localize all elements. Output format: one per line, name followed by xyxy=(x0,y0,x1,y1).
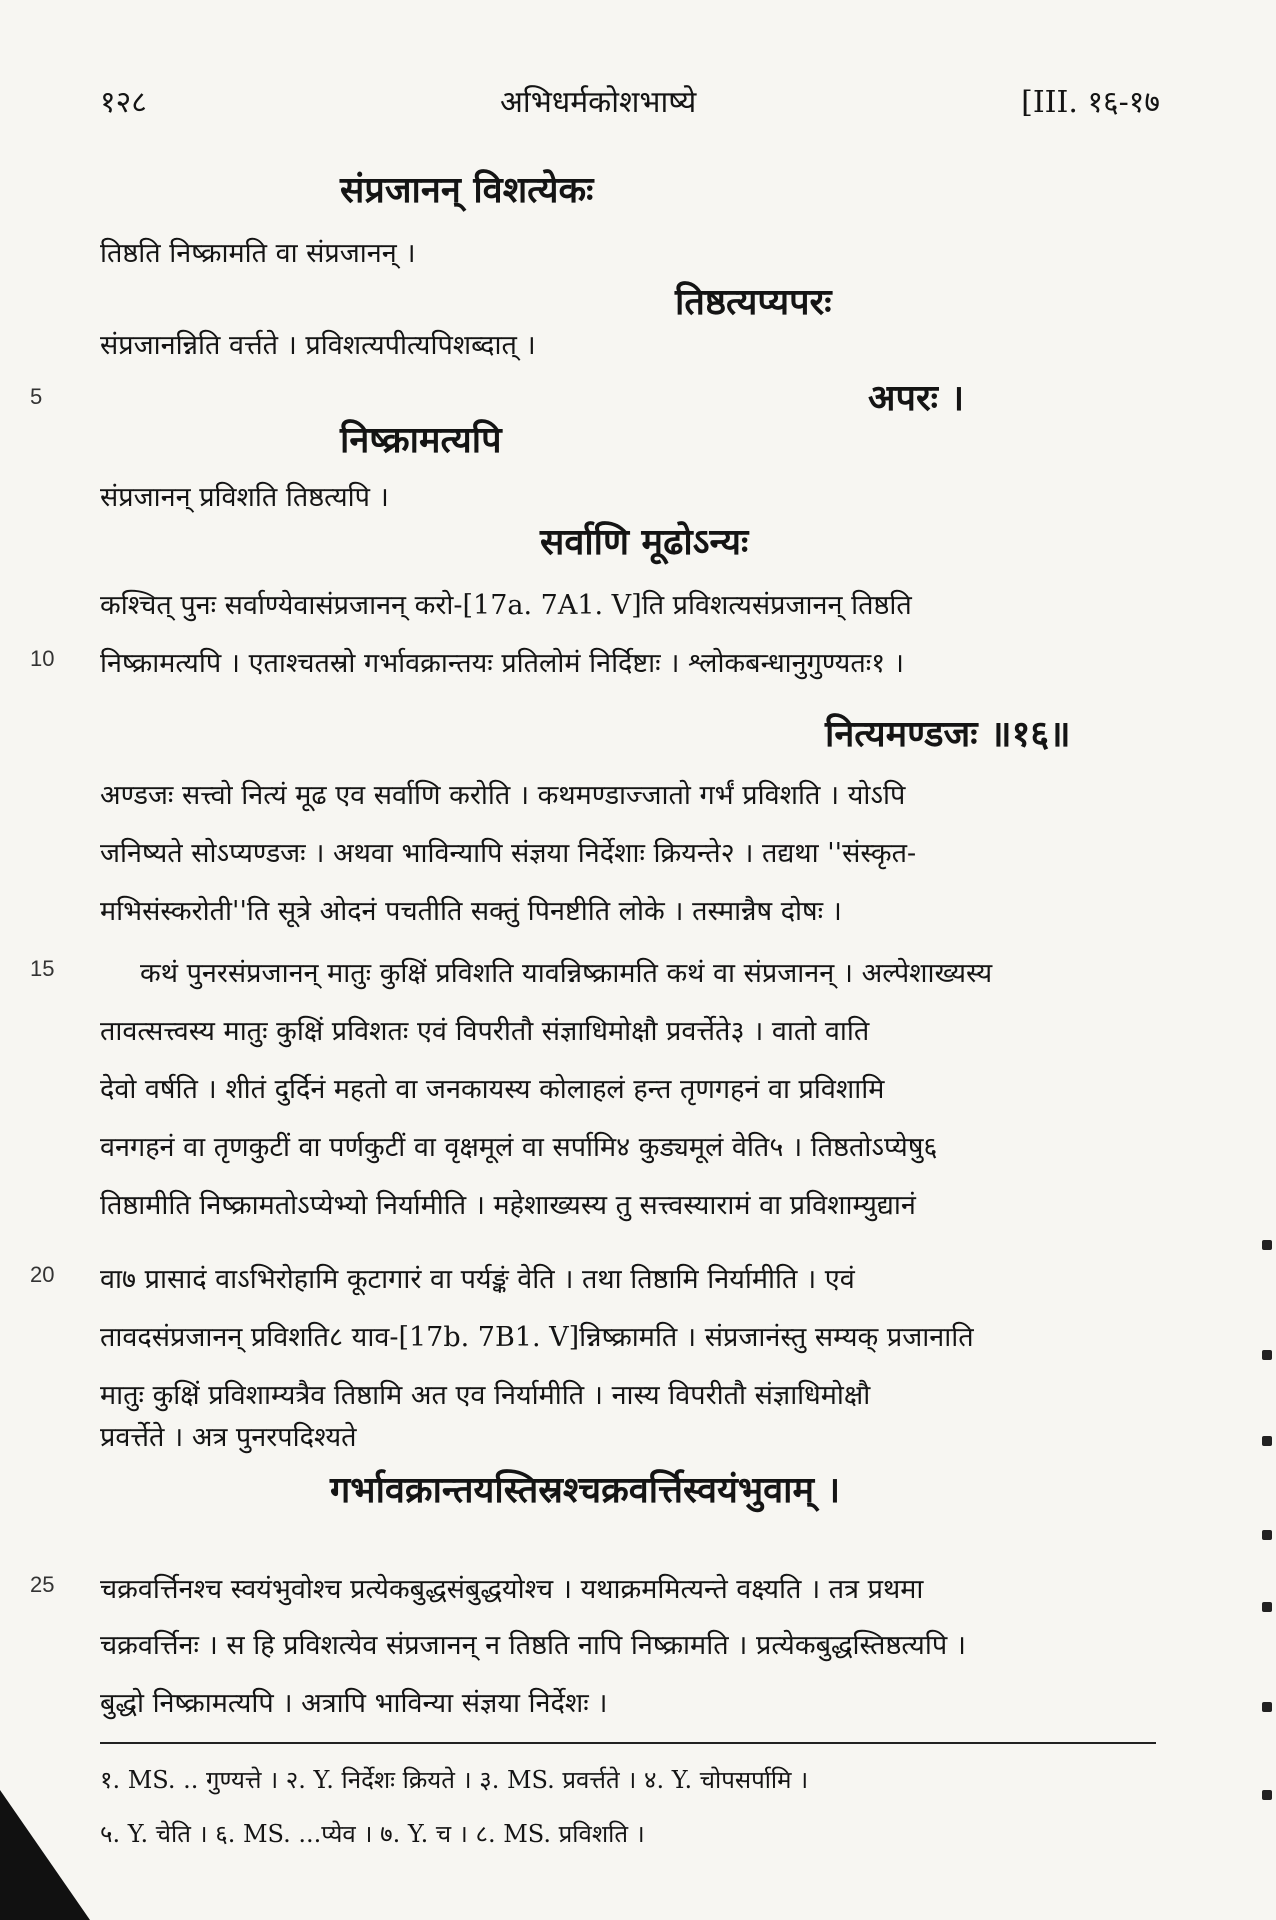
commentary-line: तिष्ठति निष्क्रामति वा संप्रजानन् । xyxy=(100,238,416,269)
scan-mark xyxy=(1262,1702,1272,1712)
commentary-line: कश्चित् पुनः सर्वाण्येवासंप्रजानन् करो-[17a. 7A1. V]ति प्रविशत्यसंप्रजानन् तिष्ठति xyxy=(100,590,912,621)
commentary-line: अण्डजः सत्त्वो नित्यं मूढ एव सर्वाणि करोति । कथमण्डाज्जातो गर्भं प्रविशति । योऽपि xyxy=(100,780,906,811)
running-header xyxy=(100,80,1160,128)
commentary-line: बुद्धो निष्क्रामत्यपि । अत्रापि भाविन्या संज्ञया निर्देशः । xyxy=(100,1688,608,1719)
commentary-line: देवो वर्षति । शीतं दुर्दिनं महतो वा जनकायस्य कोलाहलं हन्त तृणगहनं वा प्रविशामि xyxy=(100,1074,885,1105)
commentary-line: तावदसंप्रजानन् प्रविशति८ याव-[17b. 7B1. V]न्निष्क्रामति । संप्रजानंस्तु सम्यक् प्रजानाति xyxy=(100,1322,974,1353)
line-number: 10 xyxy=(30,646,55,671)
commentary-line: प्रवर्त्तेते । अत्र पुनरपदिश्यते xyxy=(100,1422,357,1453)
commentary-line: तावत्सत्त्वस्य मातुः कुक्षिं प्रविशतः एवं विपरीतौ संज्ञाधिमोक्षौ प्रवर्त्तेते३ । वातो वाति xyxy=(100,1016,870,1047)
scan-mark xyxy=(1262,1530,1272,1540)
verse-heading: निष्क्रामत्यपि xyxy=(340,419,502,461)
verse-heading: अपरः । xyxy=(868,377,965,419)
scan-shadow xyxy=(0,1790,90,1920)
commentary-line: संप्रजानन्निति वर्त्तते । प्रविशत्यपीत्यपिशब्दात् । xyxy=(100,330,536,361)
footnote-line: १. MS. .. गुण्यत्ते । २. Y. निर्देशः क्रियते । ३. MS. प्रवर्त्तते । ४. Y. चोपसर्पामि । xyxy=(100,1766,809,1794)
verse-heading: संप्रजानन् विशत्येकः xyxy=(340,169,594,211)
line-number: 20 xyxy=(30,1262,55,1287)
page-number: १२८ xyxy=(100,85,147,120)
commentary-line: मभिसंस्करोती''ति सूत्रे ओदनं पचतीति सक्तुं पिनष्टीति लोके । तस्मान्नैष दोषः । xyxy=(100,896,842,927)
line-number: 15 xyxy=(30,956,55,981)
commentary-line: चक्रवर्त्तिनः । स हि प्रविशत्येव संप्रजानन् न तिष्ठति नापि निष्क्रामति । प्रत्येकबुद्धस्तिष्ठत्यपि । xyxy=(100,1630,966,1661)
line-number: 25 xyxy=(30,1572,55,1597)
footnote-rule xyxy=(100,1742,1156,1744)
scan-mark xyxy=(1262,1790,1272,1800)
commentary-line: संप्रजानन् प्रविशति तिष्ठत्यपि । xyxy=(100,482,389,513)
verse-heading: सर्वाणि मूढोऽन्यः xyxy=(540,521,749,563)
scan-mark xyxy=(1262,1240,1272,1250)
scan-mark xyxy=(1262,1436,1272,1446)
commentary-line: मातुः कुक्षिं प्रविशाम्यत्रैव तिष्ठामि अत एव निर्यामीति । नास्य विपरीतौ संज्ञाधिमोक्षौ xyxy=(100,1380,871,1411)
section-reference: [III. १६-१७ xyxy=(1021,85,1160,120)
verse-heading: नित्यमण्डजः ॥१६॥ xyxy=(825,713,1071,755)
commentary-line: कथं पुनरसंप्रजानन् मातुः कुक्षिं प्रविशति यावन्निष्क्रामति कथं वा संप्रजानन् । अल्पेशाख्यस्य xyxy=(140,958,993,989)
commentary-line: जनिष्यते सोऽप्यण्डजः । अथवा भाविन्यापि संज्ञया निर्देशाः क्रियन्ते२ । तद्यथा ''संस्कृत- xyxy=(100,838,917,869)
scan-mark xyxy=(1262,1350,1272,1360)
commentary-line: निष्क्रामत्यपि । एताश्चतस्रो गर्भावक्रान्तयः प्रतिलोमं निर्दिष्टाः । श्लोकबन्धानुगुण्यतः१ । xyxy=(100,648,905,679)
verse-heading: गर्भावक्रान्तयस्तिस्रश्चक्रवर्त्तिस्वयंभुवाम् । xyxy=(330,1469,841,1511)
scan-mark xyxy=(1262,1602,1272,1612)
footnote-line: ५. Y. चेति । ६. MS. ...प्येव । ७. Y. च । ८. MS. प्रविशति । xyxy=(100,1820,645,1848)
verse-heading: तिष्ठत्यप्यपरः xyxy=(675,281,832,323)
running-title: अभिधर्मकोशभाष्ये xyxy=(500,85,697,120)
commentary-line: चक्रवर्त्तिनश्च स्वयंभुवोश्च प्रत्येकबुद्धसंबुद्धयोश्च । यथाक्रममित्यन्ते वक्ष्यति । तत्र प्रथमा xyxy=(100,1574,924,1605)
commentary-line: तिष्ठामीति निष्क्रामतोऽप्येभ्यो निर्यामीति । महेशाख्यस्य तु सत्त्वस्यारामं वा प्रविशाम्युद्यानं xyxy=(100,1190,916,1221)
commentary-line: वा७ प्रासादं वाऽभिरोहामि कूटागारं वा पर्यङ्कं वेति । तथा तिष्ठामि निर्यामीति । एवं xyxy=(100,1264,855,1295)
line-number: 5 xyxy=(30,384,43,409)
commentary-line: वनगहनं वा तृणकुटीं वा पर्णकुटीं वा वृक्षमूलं वा सर्पामि४ कुड्यमूलं वेति५ । तिष्ठतोऽप्येषु६ xyxy=(100,1132,938,1163)
